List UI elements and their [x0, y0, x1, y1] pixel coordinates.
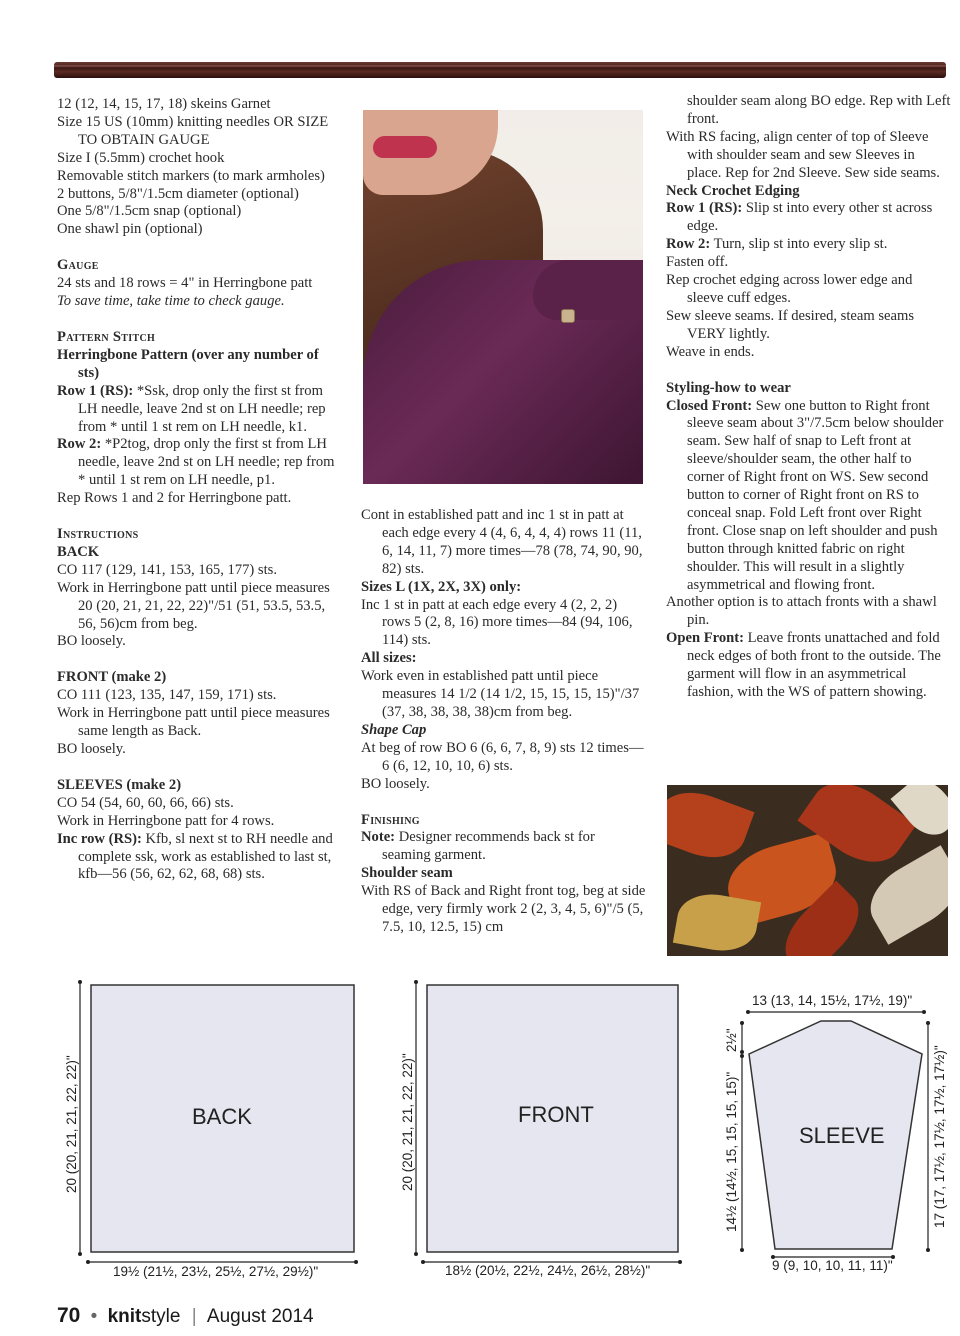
material-item: Size I (5.5mm) crochet hook: [57, 149, 225, 166]
all-sizes-heading: All sizes:: [361, 650, 417, 667]
sleeves-line: Work in Herringbone patt for 4 rows.: [57, 812, 275, 829]
sizes-heading: Sizes L (1X, 2X, 3X) only:: [361, 578, 522, 595]
brand-rest: style: [141, 1306, 181, 1327]
page-number: 70: [57, 1304, 81, 1327]
brand-bold: knit: [107, 1306, 142, 1327]
all-sizes-text: Work even in established patt until piece measures 14 1/2 (14 1/2, 15, 15, 15, 15)"/37 (37, 38, 38, 38, 38)cm from beg.: [361, 668, 640, 720]
back-height-label: 20 (20, 21, 21, 22, 22)": [64, 1055, 79, 1193]
material-item: 2 buttons, 5/8"/1.5cm diameter (optional): [57, 185, 299, 202]
schematic-diagrams: [0, 960, 960, 1280]
shoulder-cont: shoulder seam along BO edge. Rep with Left front.: [687, 93, 951, 127]
sew-sleeve: Sew sleeve seams. If desired, steam seams VERY lightly.: [666, 307, 915, 342]
gauge-heading: Gauge: [57, 257, 99, 274]
weave-in: Weave in ends.: [666, 343, 755, 360]
back-line: Work in Herringbone patt until piece measures 20 (20, 21, 21, 22, 22)"/51 (51, 53.5, 53.5, 56, 56)cm from beg.: [57, 579, 330, 632]
sleeves-line: CO 54 (54, 60, 60, 66, 66) sts.: [57, 794, 234, 811]
shape-cap-heading: Shape Cap: [361, 721, 427, 738]
sizes-text: Inc 1 st in patt at each edge every 4 (2, 2, 2) rows 5 (2, 8, 16) more times—84 (94, 106, 114) sts.: [361, 596, 633, 649]
front-heading: FRONT (make 2): [57, 669, 167, 686]
front-width-label: 18½ (20½, 22½, 24½, 26½, 28½)": [445, 1263, 651, 1278]
shoulder-seam-heading: Shoulder seam: [361, 865, 453, 882]
material-item: Size 15 US (10mm) knitting needles OR SIZE TO OBTAIN GAUGE: [57, 113, 329, 148]
column-2: [361, 507, 646, 937]
autumn-leaves-photo: [667, 785, 948, 956]
column-1: [57, 96, 342, 884]
sleeve-cap-label: 2½": [724, 1028, 739, 1052]
instructions-heading: Instructions: [57, 526, 139, 543]
back-line: CO 117 (129, 141, 153, 165, 177) sts.: [57, 561, 277, 578]
model-photo: [363, 110, 643, 484]
rep-crochet: Rep crochet edging across lower edge and sleeve cuff edges.: [666, 272, 913, 306]
rs-facing-text: With RS facing, align center of top of Sleeve with shoulder seam and sew Sleeves in place. Rep for 2nd Sleeve. Sew side seams.: [666, 128, 940, 181]
note-text: Note: Designer recommends back st for seaming garment.: [361, 829, 595, 864]
row-2-instruction: Row 2: *P2tog, drop only the first st from LH needle, leave 2nd st on LH needle; rep from * until 1 st rem on LH needle, p1.: [57, 436, 335, 489]
front-line: Work in Herringbone patt until piece measures same length as Back.: [57, 705, 330, 740]
edging-row-1: Row 1 (RS): Slip st into every other st across edge.: [666, 200, 933, 235]
row-1-instruction: Row 1 (RS): *Ssk, drop only the first st from LH needle, leave 2nd st on LH needle; rep from * until 1 st rem on LH needle, k1.: [57, 382, 326, 435]
column-3: [666, 93, 951, 702]
schematic-svg: [0, 960, 960, 1280]
material-item: One shawl pin (optional): [57, 221, 203, 238]
leaf: [667, 785, 755, 869]
open-front-text: Open Front: Leave fronts unattached and fold neck edges of both front to the outside. The garment will flow in an asymmetrical fashion, with the WS of pattern showing.: [666, 630, 941, 700]
page-footer: [57, 1304, 314, 1328]
photo-button: [561, 309, 575, 323]
back-heading: BACK: [57, 543, 100, 560]
sleeve-left-label: 14½ (14½, 15, 15, 15, 15)": [724, 1071, 739, 1232]
styling-heading: Styling-how to wear: [666, 379, 791, 396]
neck-edging-heading: Neck Crochet Edging: [666, 182, 800, 199]
inc-row-instruction: Inc row (RS): Kfb, sl next st to RH needle and complete ssk, work as established to last st, kfb—56 (56, 62, 62, 68, 68) sts.: [57, 830, 333, 883]
shape-cap-text: At beg of row BO 6 (6, 6, 7, 8, 9) sts 12 times—6 (6, 12, 10, 10, 6) sts.: [361, 739, 644, 774]
front-label: FRONT: [518, 1102, 594, 1127]
cont-text: Cont in established patt and inc 1 st in patt at each edge every 4 (4, 6, 4, 4, 4) rows 11 (11, 6, 14, 11, 7) more times—78 (78, 74, 90, 90, 82) sts.: [361, 507, 643, 577]
shawl-pin-text: Another option is to attach fronts with a shawl pin.: [666, 594, 937, 629]
front-height-label: 20 (20, 21, 21, 22, 22)": [400, 1053, 415, 1191]
pattern-stitch-heading: Pattern Stitch: [57, 328, 156, 345]
photo-sleeve: [533, 260, 643, 320]
repeat-rows: Rep Rows 1 and 2 for Herringbone patt.: [57, 490, 292, 507]
footer-separator: |: [191, 1306, 197, 1327]
back-line: BO loosely.: [57, 633, 126, 650]
edging-row-2: Row 2: Turn, slip st into every slip st.: [666, 236, 888, 253]
sleeve-right-label: 17 (17, 17½, 17½, 17½, 17½)": [932, 1045, 947, 1228]
fasten-off: Fasten off.: [666, 254, 729, 271]
back-label: BACK: [192, 1104, 252, 1129]
sleeve-bottom-label: 9 (9, 10, 10, 11, 11)": [772, 1258, 893, 1273]
back-width-label: 19½ (21½, 23½, 25½, 27½, 29½)": [113, 1264, 319, 1279]
gauge-note: To save time, take time to check gauge.: [57, 293, 285, 310]
front-line: CO 111 (123, 135, 147, 159, 171) sts.: [57, 687, 277, 704]
material-item: Removable stitch markers (to mark armholes): [57, 167, 325, 184]
material-item: 12 (12, 14, 15, 17, 18) skeins Garnet: [57, 96, 271, 112]
issue-date: August 2014: [206, 1306, 314, 1327]
finishing-heading: Finishing: [361, 811, 420, 828]
decorative-header-rule: [54, 62, 946, 78]
footer-bullet: •: [90, 1306, 98, 1327]
sleeve-label: SLEEVE: [799, 1123, 885, 1148]
sleeve-top-label: 13 (13, 14, 15½, 17½, 19)": [752, 993, 913, 1008]
front-line: BO loosely.: [57, 741, 126, 757]
sleeves-heading: SLEEVES (make 2): [57, 776, 182, 793]
closed-front-text: Closed Front: Sew one button to Right front sleeve seam about 3"/7.5cm below shoulder seam. Sew half of snap to Left front at sleeve/shoulder seam, the other half to corner of Right front on WS. Sew second button to corner of Right front on RS to conceal snap. Fold Left front over Right front. Close snap on left shoulder and push button through knitted fabric on right shoulder. This will result in a slightly asymmetrical and flowing front.: [666, 397, 944, 593]
material-item: One 5/8"/1.5cm snap (optional): [57, 203, 242, 220]
shoulder-seam-text: With RS of Back and Right front tog, beg at side edge, very firmly work 2 (2, 3, 4, 5, 6)"/5 (5, 7.5, 10, 12.5, 15) cm: [361, 883, 646, 935]
shape-cap-bo: BO loosely.: [361, 775, 430, 792]
photo-lips: [373, 136, 437, 158]
gauge-text: 24 sts and 18 rows = 4" in Herringbone patt: [57, 275, 313, 292]
herringbone-heading: Herringbone Pattern (over any number of sts): [57, 346, 319, 381]
